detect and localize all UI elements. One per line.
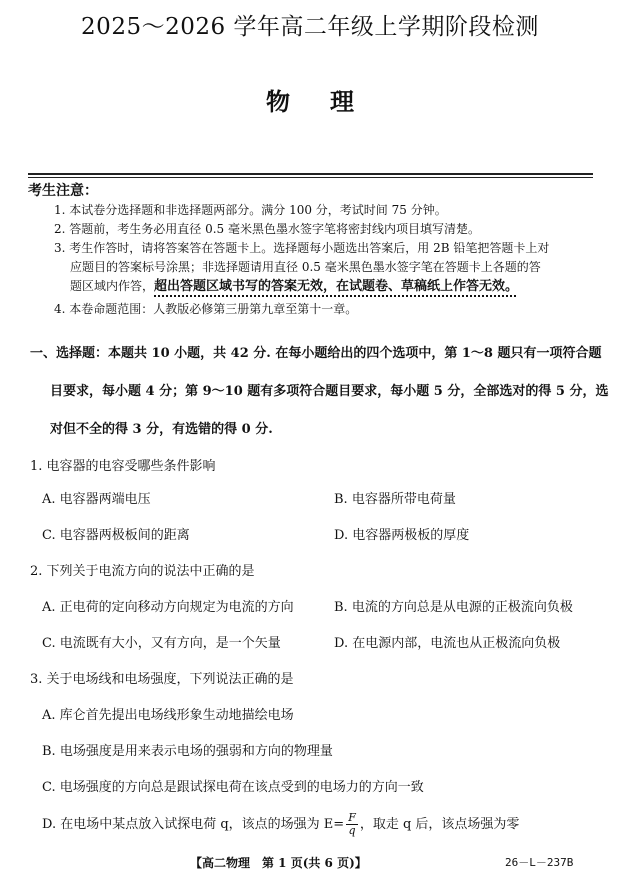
question-1-option-a: A. 电容器两端电压	[42, 492, 151, 507]
notice-item-3-plain: 题区域内作答，	[70, 279, 155, 293]
question-1-option-c: C. 电容器两极板间的距离	[42, 528, 190, 543]
question-3-stem: 3. 关于电场线和电场强度，下列说法正确的是	[30, 672, 294, 687]
question-3-option-c: C. 电场强度的方向总是跟试探电荷在该点受到的电场力的方向一致	[42, 780, 424, 795]
field-formula-fraction	[346, 812, 358, 837]
notice-item-4: 4. 本卷命题范围：人教版必修第三册第九章至第十一章。	[54, 302, 358, 316]
question-3-option-a: A. 库仑首先提出电场线形象生动地描绘电场	[42, 708, 294, 723]
section-1-line-1: 一、选择题：本题共 10 小题，共 42 分. 在每小题给出的四个选项中，第 1～8 题只有一项符合题	[30, 346, 602, 361]
section-1-line-3: 对但不全的得 3 分，有选错的得 0 分.	[50, 422, 273, 437]
notice-item-2: 2. 答题前，考生务必用直径 0.5 毫米黑色墨水签字笔将密封线内项目填写清楚。	[54, 222, 480, 236]
question-2-option-c: C. 电流既有大小，又有方向，是一个矢量	[42, 636, 281, 651]
notice-item-3-line-2: 应题目的答案标号涂黑；非选择题请用直径 0.5 毫米黑色墨水签字笔在答题卡上各题的答	[70, 260, 541, 274]
fraction-denominator: q	[348, 824, 356, 837]
question-2-option-a: A. 正电荷的定向移动方向规定为电流的方向	[42, 600, 294, 615]
question-1-stem: 1. 电容器的电容受哪些条件影响	[30, 459, 216, 474]
subject-title: 物理	[266, 87, 394, 116]
footer-page-info: 【高二物理 第 1 页(共 6 页)】	[190, 856, 367, 870]
notice-item-3-line-1: 3. 考生作答时，请将答案答在答题卡上。选择题每小题选出答案后，用 2B 铅笔把答题卡上对	[54, 241, 550, 255]
divider-thin	[28, 177, 593, 178]
fraction-numerator: F	[348, 811, 356, 824]
question-2-option-d: D. 在电源内部，电流也从正极流向负极	[334, 636, 561, 651]
exam-title: 2025～2026 学年高二年级上学期阶段检测	[81, 14, 539, 40]
question-3-option-b: B. 电场强度是用来表示电场的强弱和方向的物理量	[42, 744, 333, 759]
question-1-option-b: B. 电容器所带电荷量	[334, 492, 456, 507]
notice-emphasis: 超出答题区域书写的答案无效，在试题卷、草稿纸上作答无效。	[154, 279, 519, 294]
notice-item-3-line-3	[70, 277, 518, 296]
notice-heading: 考生注意：	[28, 183, 98, 199]
footer-code: 26－L－237B	[505, 856, 574, 869]
question-3-option-d	[42, 812, 519, 837]
question-1-option-d: D. 电容器两极板的厚度	[334, 528, 470, 543]
section-1-line-2: 目要求，每小题 4 分；第 9～10 题有多项符合题目要求，每小题 5 分，全部选对的得 5 分，选	[50, 384, 609, 399]
question-3-option-d-tail: ，取走 q 后，该点场强为零	[359, 817, 520, 832]
divider-thick	[28, 173, 593, 175]
question-2-stem: 2. 下列关于电流方向的说法中正确的是	[30, 564, 255, 579]
question-3-option-d-text: D. 在电场中某点放入试探电荷 q，该点的场强为 E=	[42, 817, 345, 832]
question-2-option-b: B. 电流的方向总是从电源的正极流向负极	[334, 600, 573, 615]
notice-item-1: 1. 本试卷分选择题和非选择题两部分。满分 100 分，考试时间 75 分钟。	[54, 203, 447, 217]
